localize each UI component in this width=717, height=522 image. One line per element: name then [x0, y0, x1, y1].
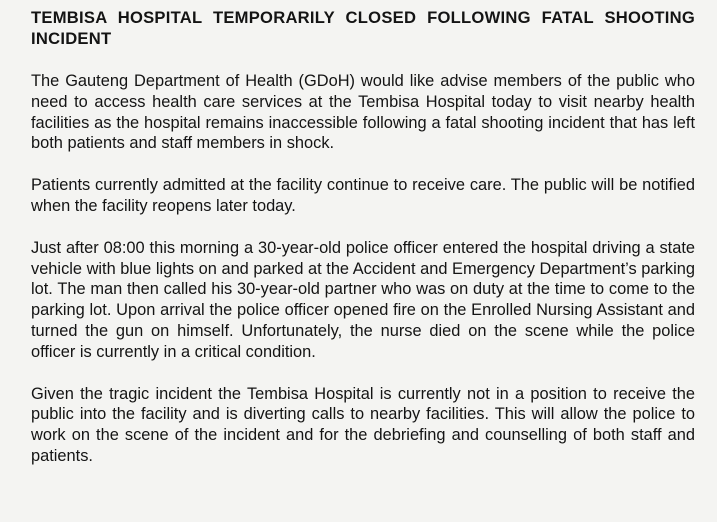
paragraph-advisory: The Gauteng Department of Health (GDoH) would like advise members of the public who need to access health care services at the Tembisa Hospital today to visit nearby health facilities as the hospital remains inaccessible following a fatal shooting incident that has left both patients and staff members in shock. — [31, 72, 695, 153]
spacer — [31, 363, 695, 384]
paragraph-hospital-status: Given the tragic incident the Tembisa Hospital is currently not in a position to receive the public into the facility and is diverting calls to nearby facilities. This will allow the police to work on the scene of the incident and for the debriefing and counselling of both staff and patients. — [31, 384, 695, 465]
spacer — [31, 49, 695, 71]
paragraph-patients-care: Patients currently admitted at the facility continue to receive care. The public will be notified when the facility reopens later today. — [31, 176, 695, 215]
paragraph-incident-details: Just after 08:00 this morning a 30-year-old police officer entered the hospital driving a state vehicle with blue lights on and parked at the Accident and Emergency Department’s parking lot. The man then called his 30-year-old partner who was on duty at the time to come to the parking lot. Upon arrival the police officer opened fire on the Enrolled Nursing Assistant and turned the gun on himself. Unfortunately, the nurse died on the scene while the police officer is currently in a critical condition. — [31, 238, 695, 361]
document-title: TEMBISA HOSPITAL TEMPORARILY CLOSED FOLLOWING FATAL SHOOTING INCIDENT — [31, 8, 695, 48]
spacer — [31, 154, 695, 175]
spacer — [31, 217, 695, 238]
